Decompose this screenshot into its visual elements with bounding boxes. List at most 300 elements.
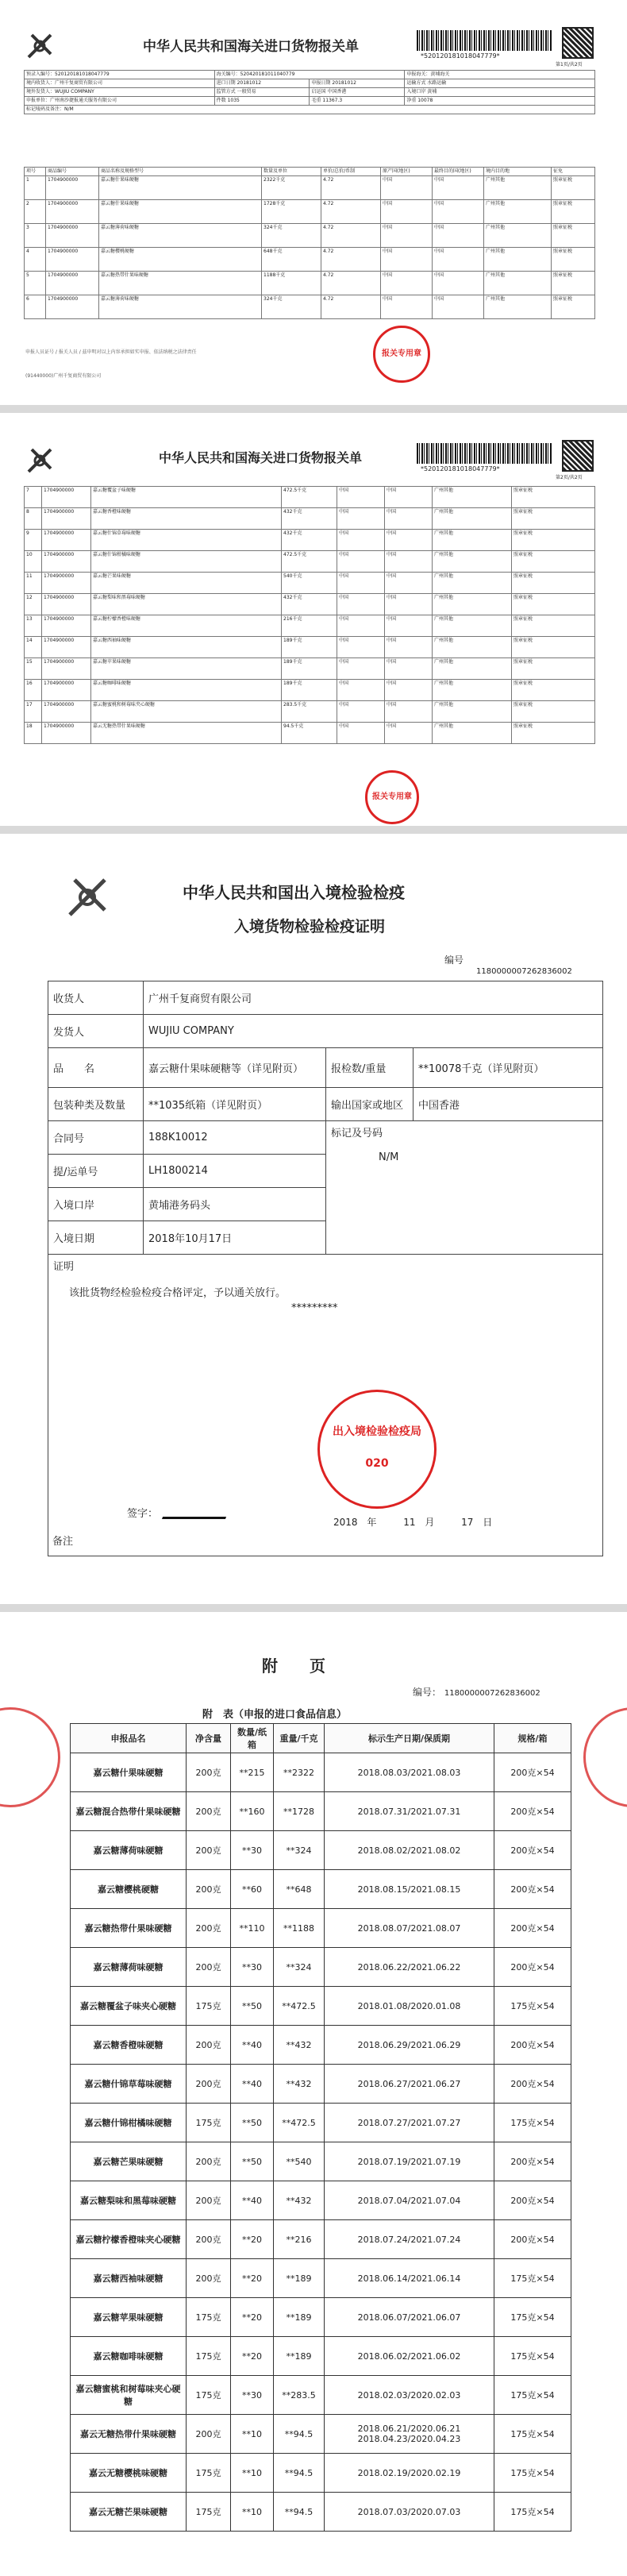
header-qty: 数量及单位	[262, 168, 321, 176]
item-no: 5	[25, 272, 46, 295]
item-place: 广州其他	[484, 248, 552, 272]
item-code: 1704900000	[42, 723, 91, 744]
item-name: 嘉云糖香橙味硬糖	[91, 508, 282, 530]
item-qty: 540千克	[282, 573, 337, 594]
item-name: 嘉云糖芒果味硬糖	[91, 573, 282, 594]
item-exempt: 照章征税	[512, 723, 595, 744]
item-price: 4.72	[321, 295, 381, 319]
annex-weight: **189	[274, 2298, 325, 2337]
annex-date: 2018.06.14/2021.06.14	[325, 2259, 494, 2298]
item-origin: 中国	[337, 573, 385, 594]
signature	[162, 1493, 235, 1519]
annex-name: 嘉云糖梨味和黑莓味硬糖	[71, 2181, 187, 2220]
annex-row	[71, 2065, 571, 2104]
annex-row	[71, 1948, 571, 1987]
item-name: 嘉云糖蜜桃和树莓味夹心硬糖	[91, 701, 282, 723]
header-no: 项号	[25, 168, 46, 176]
annex-net: 200克	[187, 2415, 231, 2454]
annex-date: 2018.07.19/2021.07.19	[325, 2142, 494, 2181]
item-origin: 中国	[337, 680, 385, 701]
customs-emblem-icon	[24, 30, 56, 62]
item-exempt: 照章征税	[552, 272, 595, 295]
inspection-emblem-icon	[63, 873, 111, 921]
item-row	[25, 508, 595, 530]
item-row	[25, 680, 595, 701]
item-price: 4.72	[321, 176, 381, 200]
pre-entry-no-cell: 预录入编号：520120181018047779	[25, 71, 215, 79]
item-name: 嘉云无糖热带什果味硬糖	[91, 723, 282, 744]
annex-date: 2018.07.27/2021.07.27	[325, 2104, 494, 2142]
annex-cartons: **50	[231, 2104, 274, 2142]
customs-emblem-icon	[24, 445, 56, 476]
item-exempt: 照章征税	[512, 658, 595, 680]
annex-net: 200克	[187, 1792, 231, 1831]
proof-label: 证明	[53, 1261, 75, 1273]
shipper-label: 发货人	[48, 1015, 144, 1048]
annex-cartons: **40	[231, 2065, 274, 2104]
annex-name: 嘉云糖什锦草莓味硬糖	[71, 2065, 187, 2104]
item-code: 1704900000	[46, 176, 99, 200]
annex-cartons: **60	[231, 1870, 274, 1909]
item-name: 嘉云糖什果味硬糖	[99, 176, 262, 200]
item-no: 1	[25, 176, 46, 200]
annex-weight: **324	[274, 1831, 325, 1870]
item-exempt: 照章征税	[552, 295, 595, 319]
item-dest: 中国	[433, 224, 484, 248]
item-name: 嘉云糖咖啡味硬糖	[91, 680, 282, 701]
item-dest: 中国	[385, 573, 433, 594]
declaration-page-1	[0, 0, 627, 405]
item-place: 广州其他	[484, 295, 552, 319]
item-origin: 中国	[337, 658, 385, 680]
item-name: 嘉云糖樱桃硬糖	[99, 248, 262, 272]
item-place: 广州其他	[433, 615, 512, 637]
customs-stamp: 报关专用章	[373, 326, 430, 383]
certificate-subtitle: 入境货物检验检疫证明	[234, 918, 386, 935]
annex-cartons: **50	[231, 2142, 274, 2181]
annex-weight: **1728	[274, 1792, 325, 1831]
item-code: 1704900000	[46, 295, 99, 319]
annex-net: 200克	[187, 1870, 231, 1909]
item-name: 嘉云糖薄荷味硬糖	[99, 295, 262, 319]
annex-row	[71, 1792, 571, 1831]
item-exempt: 照章征税	[512, 701, 595, 723]
item-dest: 中国	[433, 176, 484, 200]
item-place: 广州其他	[433, 573, 512, 594]
annex-net: 175克	[187, 2104, 231, 2142]
item-place: 广州其他	[433, 551, 512, 573]
item-qty: 189千克	[282, 680, 337, 701]
annex-weight: **2322	[274, 1753, 325, 1792]
customs-stamp: 报关专用章	[365, 770, 419, 824]
item-no: 13	[25, 615, 42, 637]
item-origin: 中国	[337, 530, 385, 551]
item-qty: 472.5千克	[282, 487, 337, 508]
item-origin: 中国	[337, 487, 385, 508]
item-qty: 324千克	[262, 295, 321, 319]
annex-spec: 175克×54	[494, 2454, 571, 2493]
port-cell: 入境口岸 黄埔	[405, 88, 595, 97]
annex-net: 200克	[187, 1909, 231, 1948]
proof-stars: *********	[291, 1302, 338, 1314]
annex-cartons: **110	[231, 1909, 274, 1948]
annex-name: 嘉云糖什果味硬糖	[71, 1753, 187, 1792]
annex-header-net: 净含量	[187, 1724, 231, 1753]
annex-spec: 200克×54	[494, 2065, 571, 2104]
annex-weight: **472.5	[274, 2104, 325, 2142]
declaration-items-table-2	[24, 486, 595, 744]
annex-spec: 175克×54	[494, 2415, 571, 2454]
annex-header-row	[71, 1724, 571, 1753]
annex-no: 编号： 1180000007262836002	[413, 1687, 540, 1698]
annex-name: 嘉云无糖樱桃味硬糖	[71, 2454, 187, 2493]
annex-net: 175克	[187, 1987, 231, 2026]
bl-label: 提/运单号	[48, 1155, 144, 1188]
item-row	[25, 594, 595, 615]
annex-net: 200克	[187, 1753, 231, 1792]
annex-weight: **432	[274, 2026, 325, 2065]
item-name: 嘉云糖热带什果味硬糖	[99, 272, 262, 295]
annex-weight: **94.5	[274, 2493, 325, 2532]
item-place: 广州其他	[433, 723, 512, 744]
annex-spec: 200克×54	[494, 1831, 571, 1870]
header-name: 商品名称及规格型号	[99, 168, 262, 176]
annex-row	[71, 2181, 571, 2220]
annex-date: 2018.08.03/2021.08.03	[325, 1753, 494, 1792]
item-exempt: 照章征税	[512, 615, 595, 637]
annex-date: 2018.07.31/2021.07.31	[325, 1792, 494, 1831]
item-origin: 中国	[337, 637, 385, 658]
annex-net: 175克	[187, 2298, 231, 2337]
declare-date-cell: 申报日期 20181012	[310, 79, 405, 88]
item-row	[25, 615, 595, 637]
declare-customs-cell: 申报海关：黄埔海关	[405, 71, 595, 79]
item-qty: 189千克	[282, 658, 337, 680]
annex-weight: **189	[274, 2337, 325, 2376]
item-qty: 432千克	[282, 508, 337, 530]
annex-date: 2018.06.02/2021.06.02	[325, 2337, 494, 2376]
certificate-no-label: 编号	[444, 954, 464, 966]
annex-stamp-left	[0, 1707, 60, 1807]
annex-weight: **1188	[274, 1909, 325, 1948]
item-no: 2	[25, 200, 46, 224]
annex-stamp-right	[583, 1707, 627, 1807]
item-origin: 中国	[337, 508, 385, 530]
header-code: 商品编号	[46, 168, 99, 176]
annex-weight: **540	[274, 2142, 325, 2181]
page-separator	[0, 826, 627, 834]
annex-weight: **94.5	[274, 2415, 325, 2454]
annex-cartons: **20	[231, 2337, 274, 2376]
shipper-value: WUJIU COMPANY	[144, 1015, 603, 1048]
annex-weight: **432	[274, 2065, 325, 2104]
annex-date: 2018.06.22/2021.06.22	[325, 1948, 494, 1987]
item-dest: 中国	[385, 680, 433, 701]
item-place: 广州其他	[433, 487, 512, 508]
declaration-page-2	[0, 413, 627, 826]
annex-date: 2018.06.27/2021.06.27	[325, 2065, 494, 2104]
item-dest: 中国	[385, 658, 433, 680]
annex-name: 嘉云糖什锦柑橘味硬糖	[71, 2104, 187, 2142]
annex-cartons: **20	[231, 2220, 274, 2259]
net-weight-cell: 净重 10078	[405, 97, 595, 106]
pack-label: 包装种类及数量	[48, 1088, 144, 1121]
origin-country-cell: 启运国 中国香港	[310, 88, 405, 97]
import-date-cell: 进口日期 20181012	[214, 79, 310, 88]
annex-date: 2018.08.15/2021.08.15	[325, 1870, 494, 1909]
item-exempt: 照章征税	[512, 594, 595, 615]
contract-value: 188K10012	[144, 1121, 326, 1155]
item-place: 广州其他	[433, 508, 512, 530]
marks-cell: 标记唛码及备注：N/M	[25, 106, 595, 114]
page-separator	[0, 405, 627, 413]
annex-row	[71, 1909, 571, 1948]
annex-name: 嘉云糖柠檬香橙味夹心硬糖	[71, 2220, 187, 2259]
annex-row	[71, 2454, 571, 2493]
consignee-value: 广州千复商贸有限公司	[144, 981, 603, 1015]
annex-spec: 175克×54	[494, 2298, 571, 2337]
item-dest: 中国	[385, 701, 433, 723]
declaration-title: 中华人民共和国海关进口货物报关单	[159, 450, 363, 465]
item-exempt: 照章征税	[512, 680, 595, 701]
annex-net: 200克	[187, 2065, 231, 2104]
items-header-row	[25, 168, 595, 176]
certificate-title: 中华人民共和国出入境检验检疫	[183, 883, 405, 902]
annex-date: 2018.08.07/2021.08.07	[325, 1909, 494, 1948]
item-exempt: 照章征税	[512, 573, 595, 594]
gross-weight-cell: 毛重 11367.3	[310, 97, 405, 106]
item-place: 广州其他	[433, 658, 512, 680]
annex-spec: 200克×54	[494, 2181, 571, 2220]
item-qty: 648千克	[262, 248, 321, 272]
declaration-title: 中华人民共和国海关进口货物报关单	[143, 39, 359, 55]
item-qty: 432千克	[282, 594, 337, 615]
qr-code-icon	[562, 440, 594, 472]
declaration-footer: 申报人员证号 / 报关人员 / 兹申明对以上内容承担如实申报、依法纳税之法律责任	[25, 349, 197, 355]
origin-label: 输出国家或地区	[326, 1088, 414, 1121]
annex-name: 嘉云糖混合热带什果味硬糖	[71, 1792, 187, 1831]
annex-row	[71, 1870, 571, 1909]
item-dest: 中国	[385, 615, 433, 637]
annex-date: 2018.02.19/2020.02.19	[325, 2454, 494, 2493]
annex-net: 175克	[187, 2337, 231, 2376]
item-name: 嘉云糖什锦柑橘味硬糖	[91, 551, 282, 573]
item-dest: 中国	[385, 594, 433, 615]
bl-value: LH1800214	[144, 1155, 326, 1188]
item-dest: 中国	[385, 487, 433, 508]
item-no: 14	[25, 637, 42, 658]
item-place: 广州其他	[484, 272, 552, 295]
qr-code-icon	[562, 27, 594, 59]
packages-cell: 件数 1035	[214, 97, 310, 106]
consignee-cell: 境内收货人：广州千复商贸有限公司	[25, 79, 215, 88]
item-exempt: 照章征税	[552, 176, 595, 200]
item-dest: 中国	[385, 551, 433, 573]
annex-spec: 200克×54	[494, 1870, 571, 1909]
annex-name: 嘉云无糖热带什果味硬糖	[71, 2415, 187, 2454]
item-no: 11	[25, 573, 42, 594]
annex-spec: 175克×54	[494, 2259, 571, 2298]
item-name: 嘉云糖什果味硬糖	[99, 200, 262, 224]
item-exempt: 照章征税	[552, 248, 595, 272]
item-code: 1704900000	[42, 701, 91, 723]
barcode-text: *520120181018047779*	[421, 52, 500, 60]
item-place: 广州其他	[484, 224, 552, 248]
annex-row	[71, 1831, 571, 1870]
qty-value: **10078千克（详见附页）	[414, 1048, 603, 1088]
annex-cartons: **20	[231, 2259, 274, 2298]
barcode-text: *520120181018047779*	[421, 465, 500, 472]
item-no: 16	[25, 680, 42, 701]
contract-label: 合同号	[48, 1121, 144, 1155]
item-row	[25, 295, 595, 319]
item-name: 嘉云糖什锦草莓味硬糖	[91, 530, 282, 551]
item-code: 1704900000	[42, 615, 91, 637]
annex-date: 2018.07.04/2021.07.04	[325, 2181, 494, 2220]
annex-row	[71, 2104, 571, 2142]
customs-no-cell: 海关编号：520420181011040779	[214, 71, 405, 79]
item-code: 1704900000	[42, 508, 91, 530]
item-origin: 中国	[381, 295, 433, 319]
header-exempt: 征免	[552, 168, 595, 176]
annex-spec: 175克×54	[494, 2493, 571, 2532]
item-qty: 472.5千克	[282, 551, 337, 573]
item-code: 1704900000	[42, 680, 91, 701]
item-no: 7	[25, 487, 42, 508]
annex-spec: 200克×54	[494, 2026, 571, 2065]
item-code: 1704900000	[42, 530, 91, 551]
item-origin: 中国	[337, 723, 385, 744]
proof-text: 该批货物经检验检疫合格评定，予以通关放行。	[69, 1287, 287, 1299]
item-name: 嘉云糖薄荷味硬糖	[99, 224, 262, 248]
annex-net: 175克	[187, 2493, 231, 2532]
item-place: 广州其他	[484, 200, 552, 224]
item-place: 广州其他	[433, 530, 512, 551]
inspection-stamp: 出入境检验检疫局 020	[317, 1390, 437, 1509]
annex-row	[71, 2415, 571, 2454]
item-code: 1704900000	[46, 200, 99, 224]
item-row	[25, 658, 595, 680]
annex-row	[71, 1987, 571, 2026]
annex-cartons: **30	[231, 2376, 274, 2415]
annex-net: 200克	[187, 2220, 231, 2259]
annex-spec: 200克×54	[494, 1753, 571, 1792]
item-dest: 中国	[433, 248, 484, 272]
declaration-items-table	[24, 167, 595, 319]
declarant-cell: 申报单位：广州南沙捷报通关服务有限公司	[25, 97, 215, 106]
item-dest: 中国	[385, 637, 433, 658]
item-row	[25, 248, 595, 272]
barcode	[417, 443, 552, 464]
item-place: 广州其他	[433, 680, 512, 701]
marks-value: N/M	[379, 1151, 399, 1163]
item-no: 10	[25, 551, 42, 573]
item-code: 1704900000	[42, 487, 91, 508]
item-exempt: 照章征税	[512, 508, 595, 530]
annex-row	[71, 2026, 571, 2065]
date-label: 入境日期	[48, 1221, 144, 1255]
annex-row	[71, 1753, 571, 1792]
item-exempt: 照章征税	[512, 487, 595, 508]
item-dest: 中国	[433, 272, 484, 295]
item-name: 嘉云糖覆盆子味硬糖	[91, 487, 282, 508]
item-code: 1704900000	[42, 594, 91, 615]
item-code: 1704900000	[42, 658, 91, 680]
pack-value: **1035纸箱（详见附页）	[144, 1088, 326, 1121]
annex-date: 2018.01.08/2020.01.08	[325, 1987, 494, 2026]
item-no: 9	[25, 530, 42, 551]
item-origin: 中国	[337, 701, 385, 723]
item-code: 1704900000	[46, 248, 99, 272]
annex-net: 200克	[187, 1831, 231, 1870]
annex-date: 2018.02.03/2020.02.03	[325, 2376, 494, 2415]
item-no: 6	[25, 295, 46, 319]
annex-weight: **189	[274, 2259, 325, 2298]
annex-weight: **324	[274, 1948, 325, 1987]
item-exempt: 照章征税	[552, 224, 595, 248]
item-code: 1704900000	[42, 573, 91, 594]
annex-net: 200克	[187, 2026, 231, 2065]
page-separator	[0, 1604, 627, 1612]
item-no: 15	[25, 658, 42, 680]
annex-row	[71, 2298, 571, 2337]
item-row	[25, 530, 595, 551]
item-code: 1704900000	[46, 224, 99, 248]
annex-net: 200克	[187, 2181, 231, 2220]
annex-name: 嘉云糖薄荷味硬糖	[71, 1831, 187, 1870]
annex-weight: **472.5	[274, 1987, 325, 2026]
annex-date: 2018.08.02/2021.08.02	[325, 1831, 494, 1870]
annex-date: 2018.06.07/2021.06.07	[325, 2298, 494, 2337]
annex-cartons: **10	[231, 2415, 274, 2454]
annex-spec: 200克×54	[494, 2220, 571, 2259]
marks-cell: 标记及号码 N/M	[326, 1121, 603, 1255]
item-dest: 中国	[433, 295, 484, 319]
annex-spec: 175克×54	[494, 1987, 571, 2026]
annex-cartons: **20	[231, 2298, 274, 2337]
page-mark: 第2页/共2页	[556, 475, 583, 480]
declaration-footer-company: (91440000)广州千复商贸有限公司	[25, 373, 102, 379]
annex-row	[71, 2376, 571, 2415]
item-origin: 中国	[337, 594, 385, 615]
annex-spec: 200克×54	[494, 1909, 571, 1948]
annex-net: 200克	[187, 2259, 231, 2298]
annex-net: 200克	[187, 2142, 231, 2181]
item-no: 3	[25, 224, 46, 248]
port-value: 黄埔港务码头	[144, 1188, 326, 1221]
annex-spec: 200克×54	[494, 1948, 571, 1987]
item-origin: 中国	[381, 224, 433, 248]
annex-name: 嘉云无糖芒果味硬糖	[71, 2493, 187, 2532]
item-row	[25, 723, 595, 744]
annex-name: 嘉云糖香橙味硬糖	[71, 2026, 187, 2065]
item-no: 17	[25, 701, 42, 723]
goods-value: 嘉云糖什果味硬糖等（详见附页）	[144, 1048, 326, 1088]
item-price: 4.72	[321, 200, 381, 224]
item-dest: 中国	[385, 530, 433, 551]
item-origin: 中国	[381, 176, 433, 200]
item-qty: 283.5千克	[282, 701, 337, 723]
item-origin: 中国	[381, 272, 433, 295]
header-origin: 原产国(地区)	[381, 168, 433, 176]
annex-spec: 175克×54	[494, 2337, 571, 2376]
port-label: 入境口岸	[48, 1188, 144, 1221]
annex-header-name: 申报品名	[71, 1724, 187, 1753]
item-row	[25, 701, 595, 723]
item-code: 1704900000	[42, 551, 91, 573]
item-name: 嘉云糖苹果味硬糖	[91, 658, 282, 680]
annex-cartons: **30	[231, 1831, 274, 1870]
